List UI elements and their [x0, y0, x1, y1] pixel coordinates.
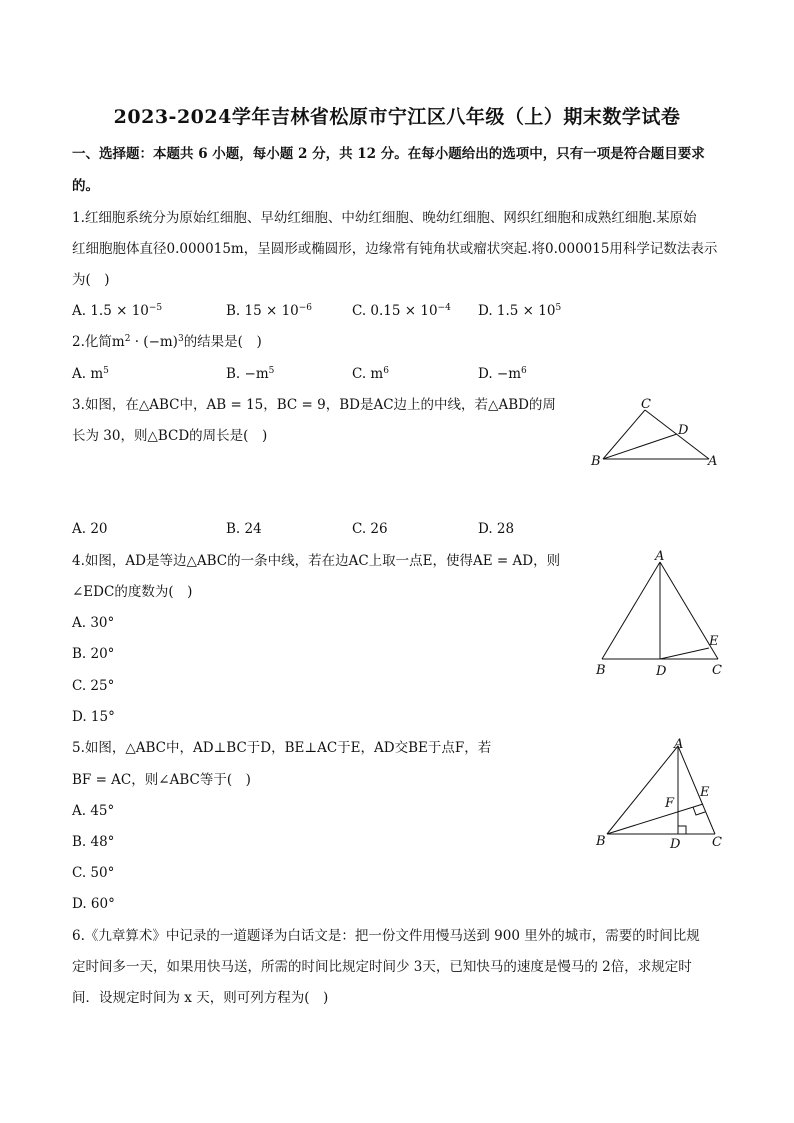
q5-option-d[interactable]: D. 60°: [72, 896, 115, 912]
q5-text-line1: 5.如图，△ABC中，AD⊥BC于D，BE⊥AC于E，AD交BE于点F，若: [72, 740, 492, 756]
q5-label-f: F: [665, 796, 675, 811]
q5-right-angle-d: [678, 826, 686, 834]
q1-option-d[interactable]: D. $1.5 \times 10^5$: [478, 303, 562, 319]
q5-label-d: D: [670, 837, 681, 852]
q5-label-b: B: [596, 834, 606, 849]
q4-label-b: B: [596, 663, 606, 678]
q1-option-a[interactable]: A. $1.5 \times 10^{-5}$: [72, 303, 163, 319]
q3-label-d: D: [678, 423, 689, 438]
section-header: 一、选择题：本题共 6 小题，每小题 2 分，共 12 分。在每小题给出的选项中，只有一项是符合题目要求: [72, 146, 705, 162]
q4-segment-de: [660, 648, 709, 659]
q4-label-c: C: [712, 663, 722, 678]
q3-label-a: A: [708, 454, 718, 469]
q1-text-line3: 为( ): [72, 272, 110, 288]
page-title: 2023-2024学年吉林省松原市宁江区八年级（上）期末数学试卷: [113, 106, 681, 128]
q3-option-b[interactable]: B. 24: [226, 521, 262, 537]
q4-triangle-figure: [590, 545, 730, 680]
q5-label-e: E: [700, 785, 710, 800]
q2-option-c[interactable]: C. $m^6$: [352, 366, 389, 382]
q2-option-d[interactable]: D. $-m^6$: [478, 366, 527, 382]
q5-label-c: C: [712, 835, 722, 850]
q1-text-line2: 红细胞胞体直径0.000015m，呈圆形或椭圆形，边缘常有钝角状或瘤状突起.将0.000015用科学记数法表示: [72, 241, 718, 257]
q5-altitude-be: [607, 804, 703, 834]
q4-option-c[interactable]: C. 25°: [72, 678, 115, 694]
q5-edge-ab: [607, 746, 678, 834]
q3-text-line2: 长为 30，则△BCD的周长是( ): [72, 428, 268, 444]
q5-triangle-figure: [590, 733, 730, 853]
q4-text-line1: 4.如图，AD是等边△ABC的一条中线，若在边AC上取一点E，使得AE = AD，则: [72, 553, 561, 569]
q5-option-b[interactable]: B. 48°: [72, 834, 115, 850]
q5-text-line2: BF = AC，则∠ABC等于( ): [72, 772, 251, 788]
q4-edge-ab: [602, 562, 660, 659]
q3-option-d[interactable]: D. 28: [478, 521, 515, 537]
q4-option-b[interactable]: B. 20°: [72, 646, 115, 662]
q5-label-a: A: [674, 737, 684, 752]
q3-option-a[interactable]: A. 20: [72, 521, 108, 537]
q2-option-b[interactable]: B. $-m^5$: [226, 366, 275, 382]
q6-text-line3: 间．设规定时间为 x 天，则可列方程为( ): [72, 990, 329, 1006]
q3-text-line1: 3.如图，在△ABC中，AB = 15，BC = 9，BD是AC边上的中线，若△ABD的周: [72, 397, 556, 413]
q6-text-line2: 定时间多一天，如果用快马送，所需的时间比规定时间少 3天，已知快马的速度是慢马的 2倍，求规定时: [72, 959, 692, 975]
q4-label-d: D: [656, 664, 667, 679]
q2-text: 2.化简$m^2 \cdot (-m)^3$的结果是( ): [72, 334, 262, 350]
q4-option-d[interactable]: D. 15°: [72, 709, 115, 725]
q1-option-c[interactable]: C. $0.15 \times 10^{-4}$: [352, 303, 451, 319]
q3-label-c: C: [641, 397, 651, 412]
q3-label-b: B: [591, 454, 601, 469]
section-header-cont: 的。: [72, 178, 99, 194]
q3-triangle-figure: [585, 393, 725, 473]
q4-label-a: A: [655, 549, 665, 564]
q5-right-angle-e: [693, 807, 705, 815]
q4-label-e: E: [709, 634, 719, 649]
q5-option-a[interactable]: A. 45°: [72, 803, 115, 819]
q6-text-line1: 6.《九章算术》中记录的一道题译为白话文是：把一份文件用慢马送到 900 里外的城市，需要的时间比规: [72, 928, 700, 944]
q4-option-a[interactable]: A. 30°: [72, 615, 115, 631]
q2-option-a[interactable]: A. $m^5$: [72, 366, 109, 382]
q3-option-c[interactable]: C. 26: [352, 521, 388, 537]
q1-text-line1: 1.红细胞系统分为原始红细胞、早幼红细胞、中幼红细胞、晚幼红细胞、网织红细胞和成熟红细胞.某原始: [72, 210, 697, 226]
q1-option-b[interactable]: B. $15 \times 10^{-6}$: [226, 303, 313, 319]
q5-option-c[interactable]: C. 50°: [72, 865, 115, 881]
q4-text-line2: ∠EDC的度数为( ): [72, 584, 193, 600]
